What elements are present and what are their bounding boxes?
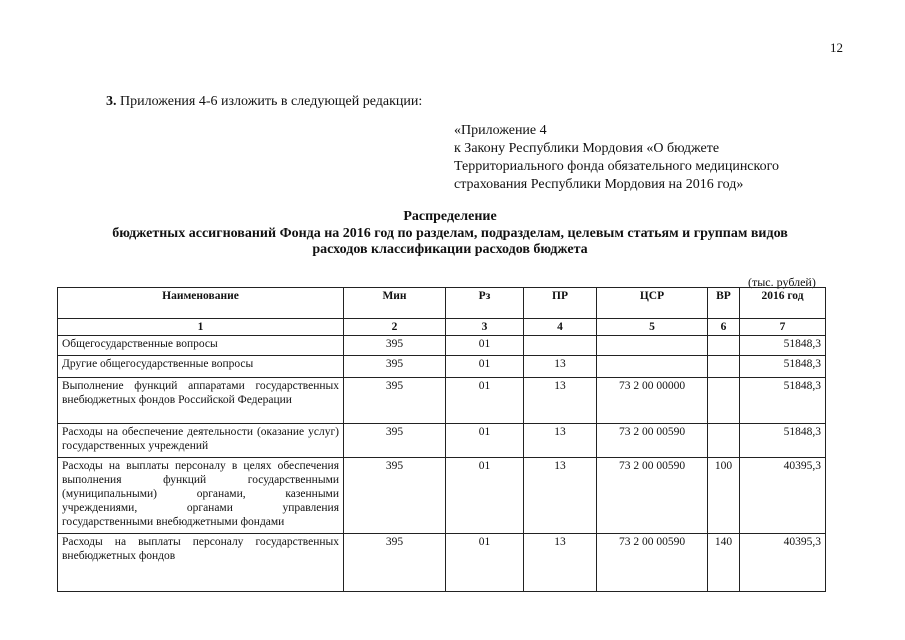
- row-name: Другие общегосударственные вопросы: [58, 356, 344, 378]
- amount-cell: 51848,3: [740, 356, 826, 378]
- appendix-line: «Приложение 4: [454, 123, 547, 138]
- pr-cell: 13: [524, 534, 597, 592]
- intro-number: 3.: [106, 94, 117, 109]
- min-cell: 395: [344, 336, 446, 356]
- min-cell: 395: [344, 356, 446, 378]
- csr-cell: 73 2 00 00590: [597, 534, 708, 592]
- pr-cell: 13: [524, 378, 597, 424]
- column-index-row: [58, 319, 826, 336]
- rz-cell: 01: [446, 378, 524, 424]
- appendix-line: страхования Республики Мордовия на 2016 год»: [454, 177, 744, 192]
- column-header: 2016 год: [740, 288, 826, 319]
- units-label: (тыс. рублей): [748, 275, 816, 289]
- column-index: 1: [58, 319, 344, 336]
- pr-cell: 13: [524, 356, 597, 378]
- row-name: Расходы на выплаты персоналу государственных внебюджетных фондов: [58, 534, 344, 592]
- column-index: 5: [597, 319, 708, 336]
- page-number: 12: [830, 40, 843, 55]
- title-line: расходов классификации расходов бюджета: [312, 242, 588, 257]
- min-cell: 395: [344, 378, 446, 424]
- appendix-line: Территориального фонда обязательного медицинского: [454, 159, 780, 174]
- min-cell: 395: [344, 458, 446, 534]
- csr-cell: 73 2 00 00590: [597, 424, 708, 458]
- column-header: Наименование: [58, 288, 344, 319]
- budget-table: [57, 287, 826, 592]
- column-index: 6: [708, 319, 740, 336]
- vr-cell: 100: [708, 458, 740, 534]
- table-row: [58, 378, 826, 424]
- table-row: [58, 356, 826, 378]
- rz-cell: 01: [446, 534, 524, 592]
- column-index: 4: [524, 319, 597, 336]
- appendix-reference: [454, 122, 834, 194]
- appendix-line: к Закону Республики Мордовия «О бюджете: [454, 141, 720, 156]
- vr-cell: [708, 356, 740, 378]
- table-row: [58, 424, 826, 458]
- amount-cell: 51848,3: [740, 424, 826, 458]
- row-name: Расходы на обеспечение деятельности (оказание услуг) государственных учреждений: [58, 424, 344, 458]
- min-cell: 395: [344, 534, 446, 592]
- vr-cell: [708, 378, 740, 424]
- column-header: ВР: [708, 288, 740, 319]
- rz-cell: 01: [446, 458, 524, 534]
- rz-cell: 01: [446, 336, 524, 356]
- pr-cell: 13: [524, 424, 597, 458]
- table-row: [58, 458, 826, 534]
- column-index: 3: [446, 319, 524, 336]
- intro-paragraph: [106, 94, 422, 110]
- amount-cell: 51848,3: [740, 378, 826, 424]
- pr-cell: 13: [524, 458, 597, 534]
- table-row: [58, 534, 826, 592]
- document-title: [60, 209, 840, 259]
- column-header: Мин: [344, 288, 446, 319]
- column-header: ПР: [524, 288, 597, 319]
- table-row: [58, 336, 826, 356]
- csr-cell: [597, 356, 708, 378]
- amount-cell: 40395,3: [740, 534, 826, 592]
- amount-cell: 51848,3: [740, 336, 826, 356]
- min-cell: 395: [344, 424, 446, 458]
- vr-cell: [708, 336, 740, 356]
- column-index: 7: [740, 319, 826, 336]
- title-line: Распределение: [403, 209, 497, 224]
- title-line: бюджетных ассигнований Фонда на 2016 год по разделам, подразделам, целевым статьям и группам видов: [112, 225, 788, 241]
- amount-cell: 40395,3: [740, 458, 826, 534]
- row-name: Расходы на выплаты персоналу в целях обеспечения выполнения функций государственными (муниципальными) органами, казенными учреждениями, органами управления государственными внебюджетными фондами: [58, 458, 344, 534]
- column-header: ЦСР: [597, 288, 708, 319]
- intro-text: Приложения 4-6 изложить в следующей редакции:: [120, 94, 423, 109]
- csr-cell: 73 2 00 00590: [597, 458, 708, 534]
- vr-cell: 140: [708, 534, 740, 592]
- csr-cell: [597, 336, 708, 356]
- rz-cell: 01: [446, 424, 524, 458]
- csr-cell: 73 2 00 00000: [597, 378, 708, 424]
- column-index: 2: [344, 319, 446, 336]
- row-name: Выполнение функций аппаратами государственных внебюджетных фондов Российской Федерации: [58, 378, 344, 424]
- table-header-row: [58, 288, 826, 319]
- rz-cell: 01: [446, 356, 524, 378]
- vr-cell: [708, 424, 740, 458]
- column-header: Рз: [446, 288, 524, 319]
- row-name: Общегосударственные вопросы: [58, 336, 344, 356]
- pr-cell: [524, 336, 597, 356]
